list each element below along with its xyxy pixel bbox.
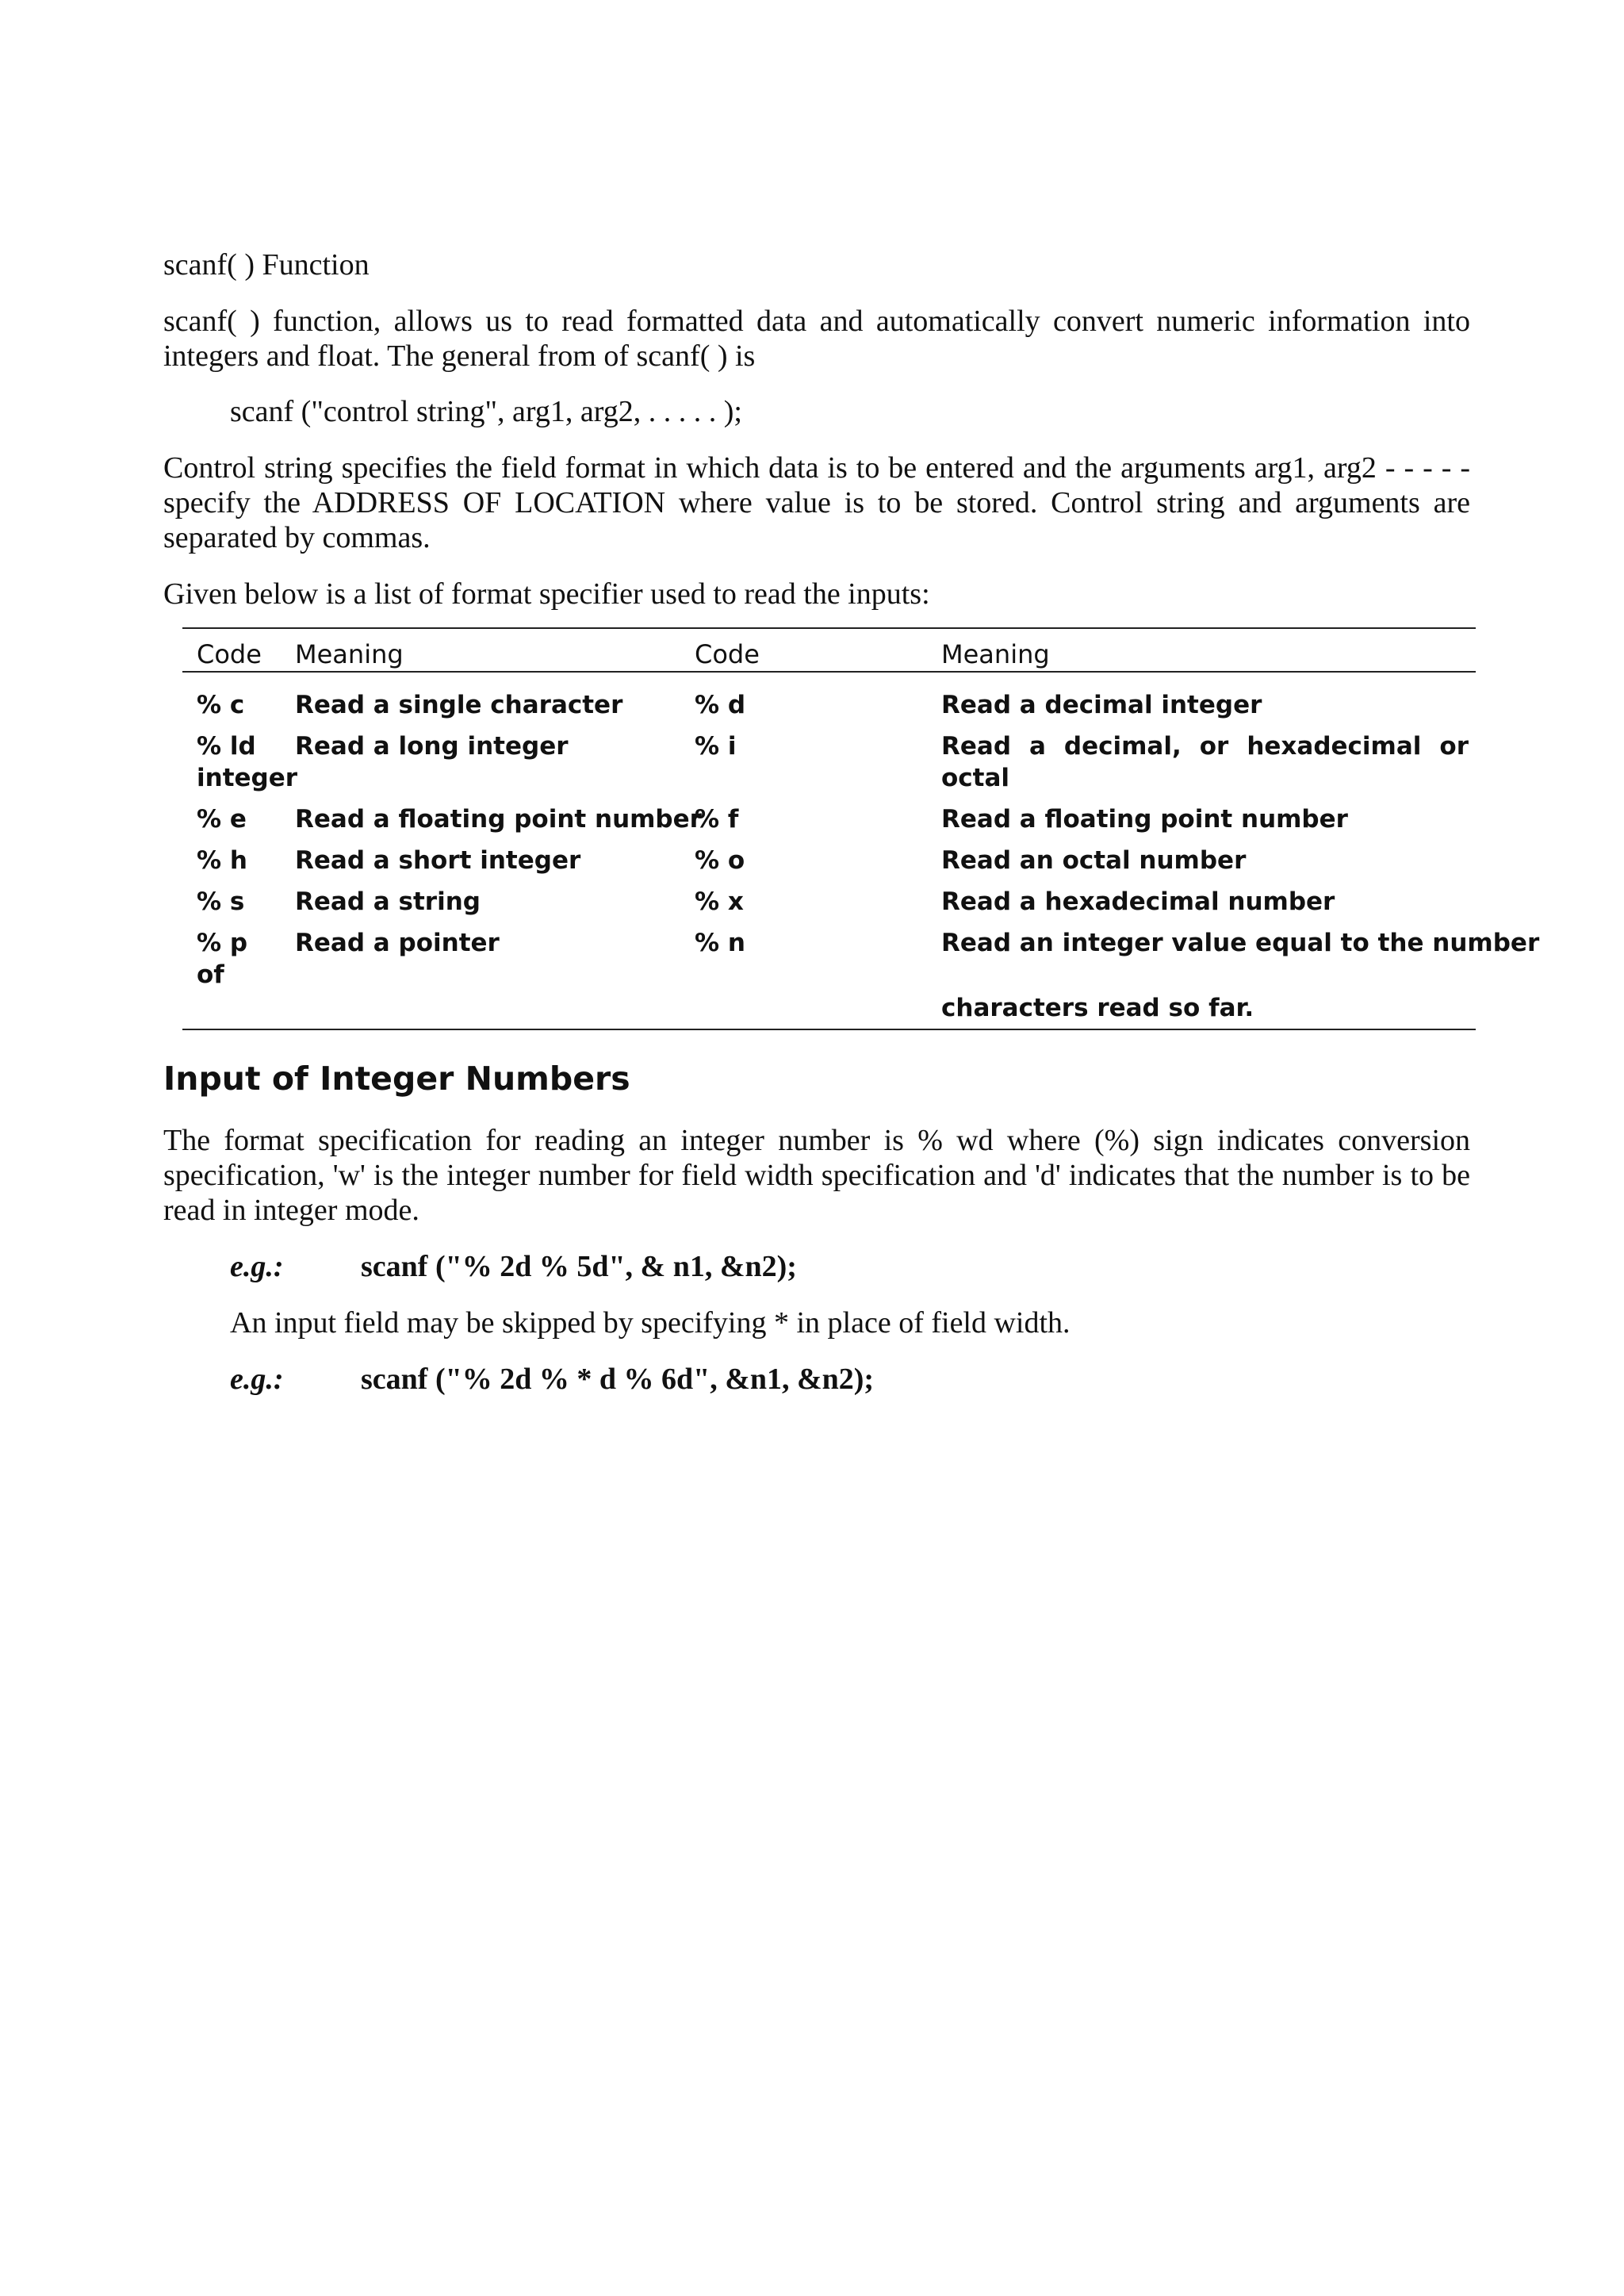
table-cell-meaning: Read a pointer	[295, 929, 500, 957]
table-cell-meaning-continuation: characters read so far.	[941, 994, 1254, 1022]
table-cell-code: % e	[197, 805, 247, 834]
integer-description: The format specification for reading an integer number is % wd where (%) sign indicates conversion specification, 'w' is the integer number for field width specification and 'd' indicates that the number is to be read in integer mode.	[163, 1124, 1470, 1227]
table-cell-meaning: Read a floating point number	[295, 805, 702, 834]
table-cell-code: % i	[695, 732, 737, 761]
table-cell-code: % c	[197, 691, 245, 719]
table-cell-code: % d	[695, 691, 746, 719]
example-label: e.g.:	[230, 1250, 284, 1283]
table-cell-code: % ld	[197, 732, 256, 761]
table-cell-meaning: Read a hexadecimal number	[941, 887, 1335, 916]
table-header-rule	[182, 671, 1476, 673]
section-heading: Input of Integer Numbers	[163, 1060, 630, 1098]
table-header-code-1: Code	[197, 639, 262, 669]
intro-paragraph: scanf( ) function, allows us to read formatted data and automatically convert numeric information into integers and float. The general from of scanf( ) is	[163, 305, 1470, 373]
table-cell-code: % h	[197, 846, 247, 875]
table-cell-code: % o	[695, 846, 745, 875]
table-header-meaning-1: Meaning	[295, 639, 404, 669]
table-header-meaning-2: Meaning	[941, 639, 1050, 669]
table-cell-meaning: Read a floating point number	[941, 805, 1348, 834]
control-string-paragraph: Control string specifies the field format in which data is to be entered and the arguments arg1, arg2 - - - - - specify the ADDRESS OF LOCATION where value is to be stored. Control string and arguments are separated by commas.	[163, 451, 1470, 554]
table-cell-code-continuation: integer	[197, 764, 298, 792]
example-code: scanf ("% 2d % 5d", & n1, &n2);	[361, 1250, 797, 1283]
table-cell-meaning: Read a short integer	[295, 846, 581, 875]
example-code: scanf ("% 2d % * d % 6d", &n1, &n2);	[361, 1363, 875, 1396]
skip-note: An input field may be skipped by specifying * in place of field width.	[230, 1306, 1071, 1340]
table-cell-meaning: Read an octal number	[941, 846, 1247, 875]
table-cell-meaning: Read a single character	[295, 691, 623, 719]
table-cell-meaning: Read a string	[295, 887, 481, 916]
table-cell-code: % s	[197, 887, 245, 916]
table-cell-code: % p	[197, 929, 248, 957]
syntax-line: scanf ("control string", arg1, arg2, . . . . . );	[230, 395, 742, 428]
table-cell-code-continuation: of	[197, 960, 224, 989]
table-cell-code: % n	[695, 929, 745, 957]
example-label: e.g.:	[230, 1363, 284, 1396]
table-top-rule	[182, 627, 1476, 629]
table-cell-meaning: Read a decimal integer	[941, 691, 1262, 719]
table-header-code-2: Code	[695, 639, 760, 669]
table-cell-meaning: Read a decimal, or hexadecimal or octal	[941, 732, 1469, 792]
table-bottom-rule	[182, 1029, 1476, 1030]
section-title: scanf( ) Function	[163, 248, 370, 282]
list-intro: Given below is a list of format specifier used to read the inputs:	[163, 577, 930, 611]
table-cell-meaning: Read an integer value equal to the number	[941, 929, 1540, 957]
table-cell-code: % f	[695, 805, 739, 834]
table-cell-meaning: Read a long integer	[295, 732, 569, 761]
table-cell-code: % x	[695, 887, 744, 916]
